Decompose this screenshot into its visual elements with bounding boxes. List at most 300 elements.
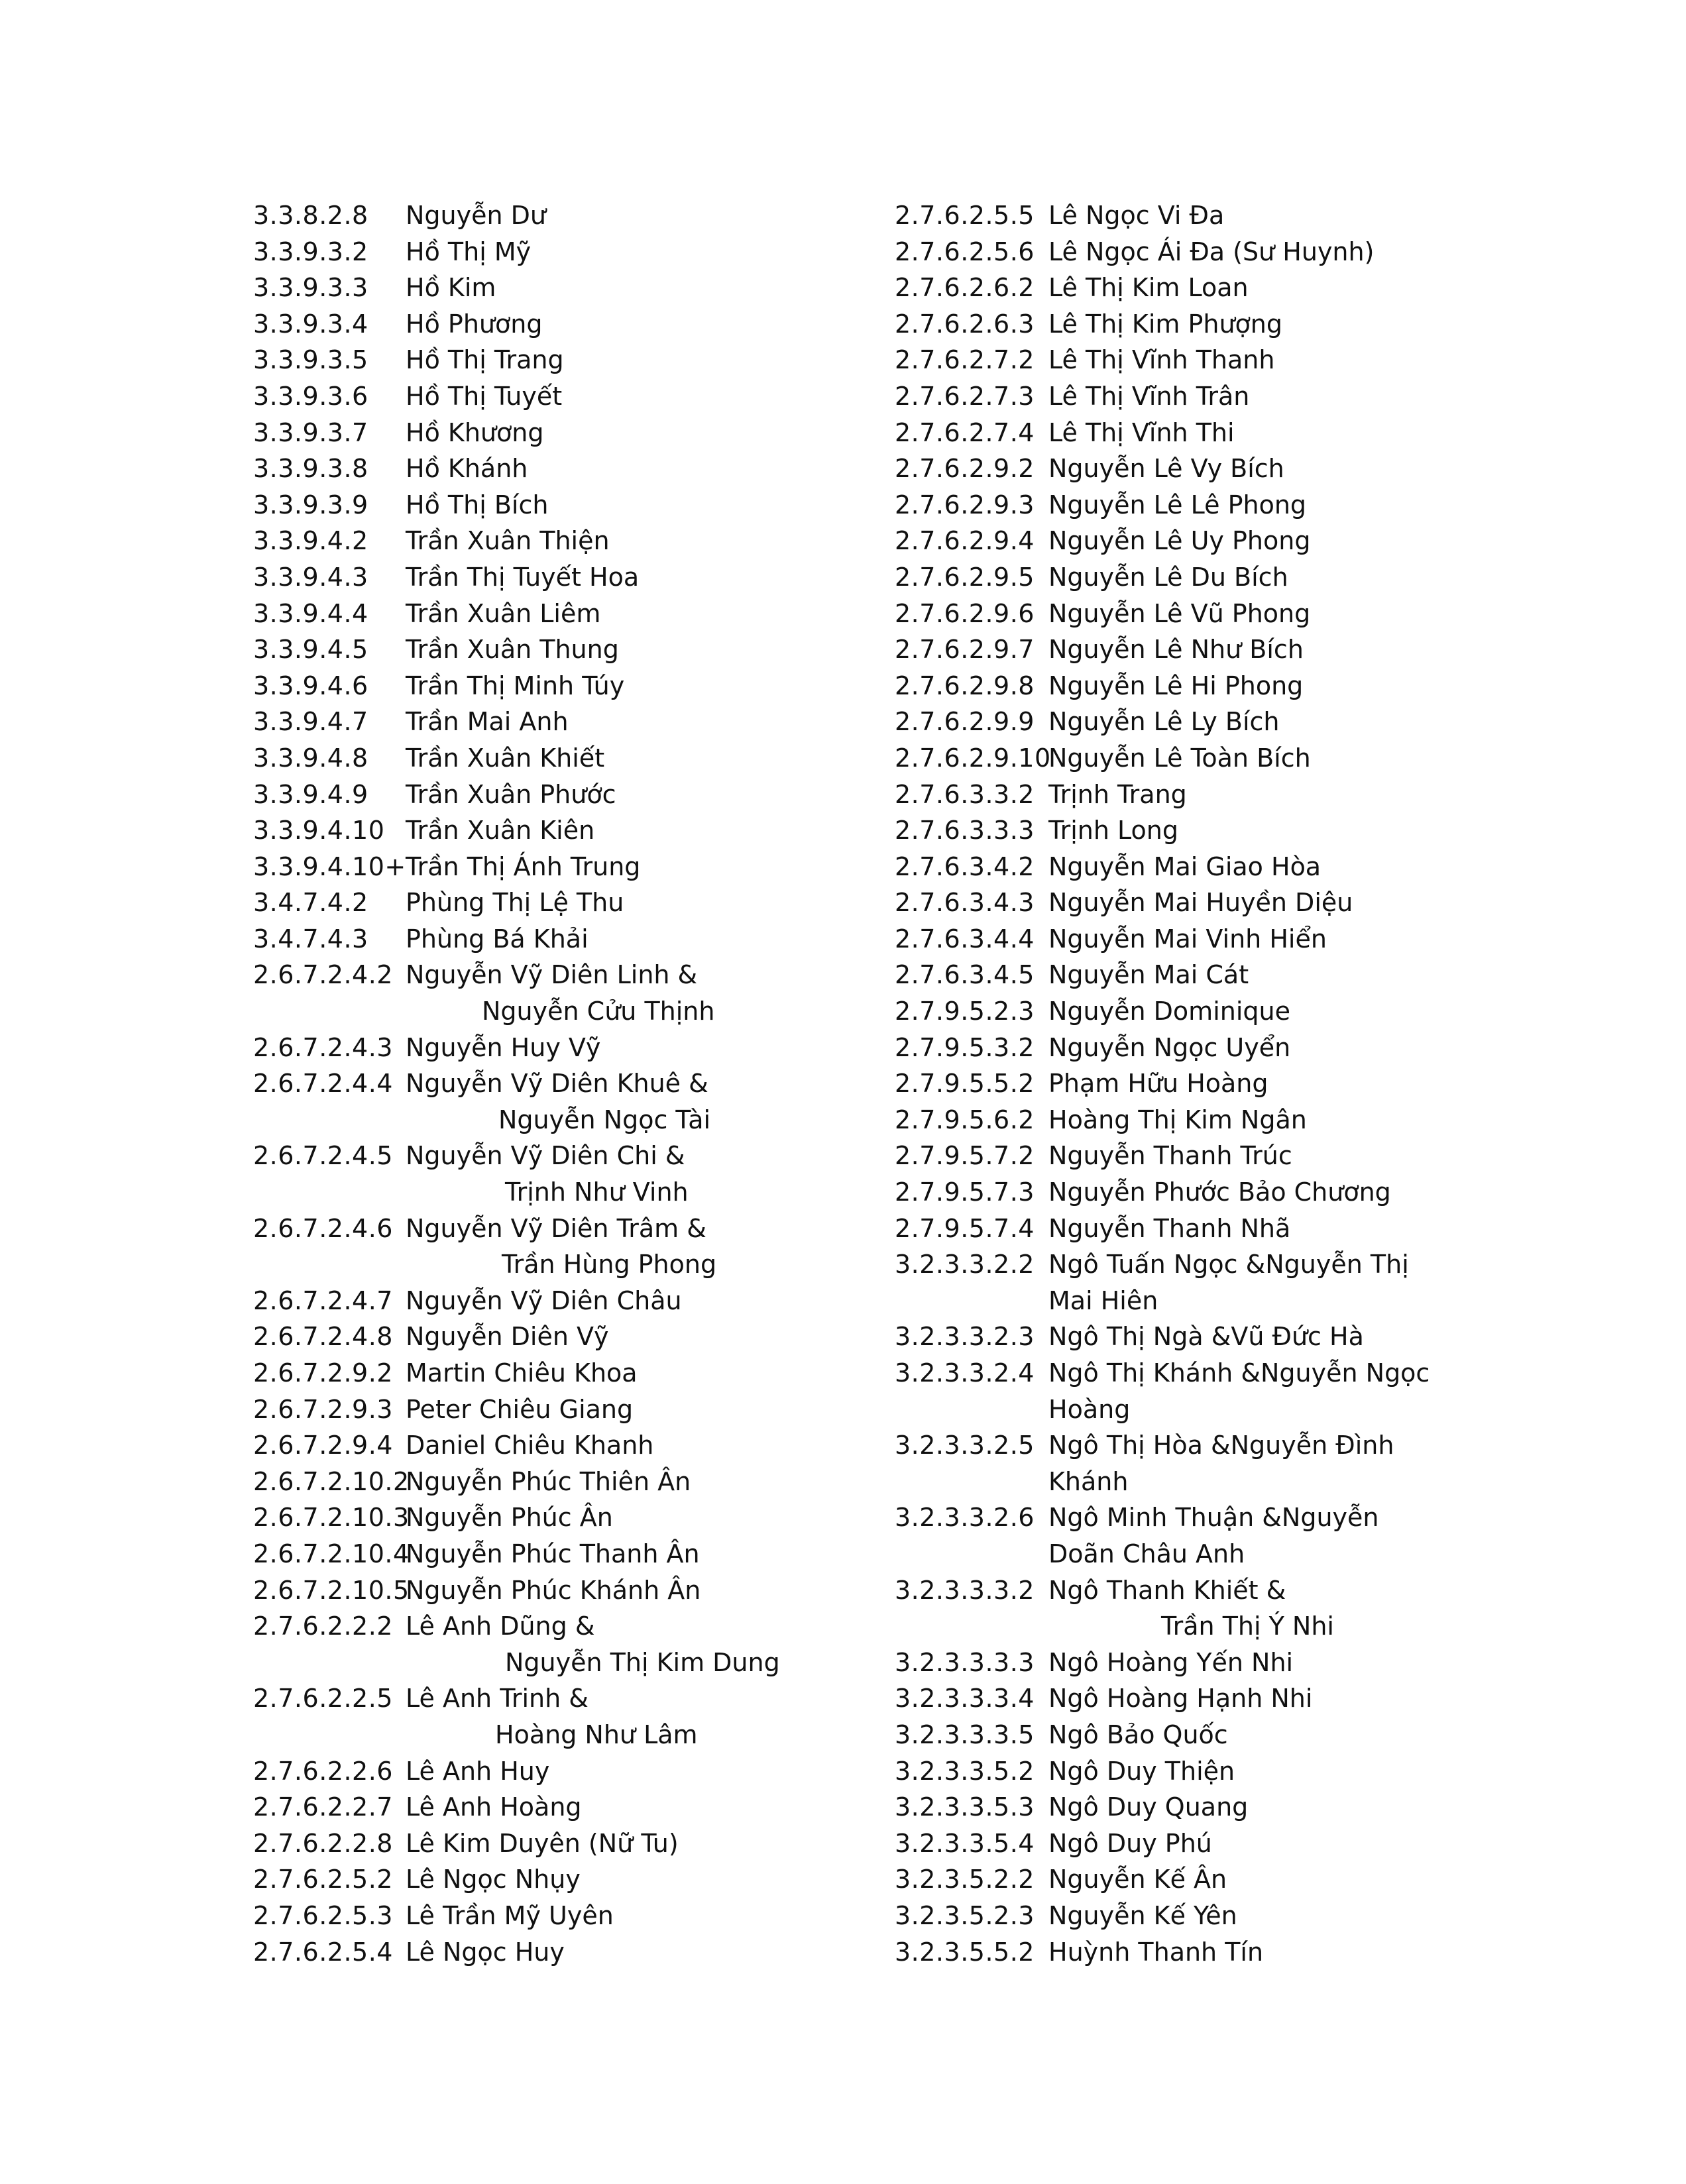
entry-names [1048,487,1511,523]
entry-names [1048,1861,1511,1898]
entry-code: 3.3.9.3.7 [253,417,368,447]
entry-name: Hồ Phương [406,309,543,339]
entry-code: 3.3.9.3.6 [253,381,368,411]
entry-name: Nguyễn Phúc Ân [406,1503,613,1533]
entry-names [1048,849,1511,885]
entry-name: Nguyễn Vỹ Diên Chi & [406,1141,685,1171]
entry-names [1048,957,1511,993]
entry-names [1048,1753,1511,1790]
entry-names [1048,1065,1511,1102]
entry-code: 3.3.9.4.10 [253,816,385,846]
entry-names [1048,342,1511,378]
entry-names [406,1355,889,1392]
entry-row [253,1789,889,1826]
entry-name: Trần Xuân Kiên [406,816,595,846]
entry-row [895,342,1511,378]
entry-row [253,415,889,451]
entry-code: 3.2.3.3.3.4 [895,1684,1035,1714]
entry-row [253,921,889,957]
entry-code: 2.7.6.2.2.7 [253,1792,393,1822]
entry-names [406,740,889,777]
entry-row [895,1174,1511,1211]
entry-code: 2.7.6.2.7.4 [895,417,1035,447]
entry-row [253,631,889,668]
entry-row [253,1283,889,1319]
entry-names [406,1138,889,1210]
entry-code: 3.3.9.4.7 [253,707,368,737]
entry-name: Nguyễn Vỹ Diên Trâm & [406,1213,706,1243]
entry-name: Nguyễn Phước Bảo Chương [1048,1177,1391,1207]
entry-name: Lê Ngọc Nhụy [406,1865,581,1894]
entry-name: Trần Xuân Thung [406,635,619,665]
entry-row [253,596,889,632]
entry-name: Nguyễn Thanh Nhã [1048,1213,1291,1243]
entry-code: 3.3.8.2.8 [253,201,368,230]
entry-name: Hồ Thị Tuyết [406,381,563,411]
entry-name: Trần Xuân Khiết [406,743,605,773]
entry-code: 3.4.7.4.2 [253,888,368,918]
entry-name: Peter Chiêu Giang [406,1394,634,1424]
entry-name: Nguyễn Vỹ Diên Linh & [406,960,698,990]
entry-names [1048,596,1511,632]
entry-names [406,812,889,849]
entry-names [1048,993,1511,1030]
entry-code: 2.7.6.2.5.5 [895,201,1035,230]
entry-names [1048,378,1511,415]
entry-name: Nguyễn Lê Vũ Phong [1048,598,1311,628]
entry-row [253,342,889,378]
entry-code: 2.7.6.2.9.8 [895,671,1035,700]
entry-name: Lê Anh Dũng & [406,1611,595,1641]
entry-row [253,1753,889,1790]
entry-code: 3.3.9.4.8 [253,743,368,773]
entry-names [1048,306,1511,343]
entry-row [253,1319,889,1355]
entry-name: Nguyễn Mai Cát [1048,960,1249,990]
entry-name: Hồ Thị Trang [406,345,564,375]
entry-name: Nguyễn Phúc Khánh Ân [406,1575,701,1605]
entry-name: Nguyễn Mai Giao Hòa [1048,851,1321,881]
entry-name: Lê Thị Vĩnh Thanh [1048,345,1275,375]
entry-code: 2.7.6.2.9.3 [895,490,1035,519]
entry-names [1048,523,1511,559]
entry-row [895,1717,1511,1753]
entry-row [895,1898,1511,1934]
entry-names [406,1319,889,1355]
entry-code: 3.3.9.4.9 [253,779,368,809]
entry-name: Phùng Thị Lệ Thu [406,888,624,918]
entry-row [895,451,1511,487]
entry-row [895,378,1511,415]
entry-code: 3.4.7.4.3 [253,924,368,954]
entry-row [895,812,1511,849]
entry-name: Lê Thị Kim Loan [1048,273,1249,303]
entry-names [1048,1717,1511,1753]
entry-names [406,378,889,415]
entry-names [406,451,889,487]
entry-code: 2.6.7.2.10.5 [253,1575,410,1605]
entry-code: 2.7.9.5.7.2 [895,1141,1035,1171]
entry-row [253,1680,889,1753]
entry-name: Nguyễn Lê Du Bích [1048,562,1288,592]
entry-row [253,668,889,704]
entry-code: 2.7.6.2.2.2 [253,1611,393,1641]
entry-row [895,1246,1511,1319]
entry-names [1048,1572,1511,1645]
entry-names [1048,740,1511,777]
entry-name: Nguyễn Diên Vỹ [406,1322,609,1352]
entry-code: 2.6.7.2.9.3 [253,1394,393,1424]
entry-name: Ngô Hoàng Yến Nhi [1048,1647,1294,1677]
entry-name-continuation: Trần Thị Ý Nhi [1161,1611,1334,1641]
entry-names [1048,1030,1511,1066]
entry-row [895,921,1511,957]
entry-row [895,740,1511,777]
entry-names [406,487,889,523]
entry-code: 2.7.6.3.3.3 [895,816,1035,846]
entry-code: 3.3.9.4.6 [253,671,368,700]
entry-name-continuation: Khánh [1048,1466,1129,1496]
entry-row [895,197,1511,234]
entry-code: 2.7.9.5.5.2 [895,1069,1035,1099]
entry-code: 2.7.6.2.9.9 [895,707,1035,737]
entry-name: Trần Xuân Liêm [406,598,601,628]
entry-row [253,451,889,487]
entry-code: 2.7.6.2.2.6 [253,1756,393,1786]
entry-names [406,197,889,234]
entry-row [895,1211,1511,1247]
entry-code: 3.3.9.3.9 [253,490,368,519]
entry-name: Ngô Thanh Khiết & [1048,1575,1286,1605]
entry-name: Trịnh Long [1048,816,1179,846]
entry-code: 2.6.7.2.9.2 [253,1358,393,1388]
entry-row [253,1427,889,1464]
entry-code: 2.6.7.2.4.5 [253,1141,393,1171]
entry-names [1048,1355,1511,1427]
entry-row [253,1826,889,1862]
entry-row [895,596,1511,632]
entry-name: Nguyễn Phúc Thanh Ân [406,1539,700,1568]
entry-code: 3.2.3.3.2.6 [895,1503,1035,1533]
entry-row [895,668,1511,704]
entry-row [253,1211,889,1283]
entry-name-continuation: Nguyễn Cửu Thịnh [482,997,715,1026]
entry-names [406,306,889,343]
entry-code: 2.6.7.2.4.3 [253,1032,393,1062]
entry-names [1048,777,1511,813]
entry-code: 2.7.6.2.2.5 [253,1684,393,1714]
entry-names [406,1065,889,1138]
entry-names [1048,1645,1511,1681]
entry-name: Lê Anh Huy [406,1756,550,1786]
entry-code: 3.3.9.3.5 [253,345,368,375]
entry-code: 2.7.6.2.5.2 [253,1865,393,1894]
entry-code: 2.7.6.3.4.5 [895,960,1035,990]
entry-row [895,487,1511,523]
entry-name: Phạm Hữu Hoàng [1048,1069,1268,1099]
entry-names [406,1030,889,1066]
entry-code: 2.7.6.2.9.6 [895,598,1035,628]
entry-names [406,234,889,270]
entry-name: Martin Chiêu Khoa [406,1358,638,1388]
entry-row [895,306,1511,343]
entry-name: Hồ Thị Bích [406,490,549,519]
entry-name: Nguyễn Lê Như Bích [1048,635,1304,665]
entry-code: 3.2.3.3.2.4 [895,1358,1035,1388]
entry-names [1048,1680,1511,1717]
entry-name-continuation: Doãn Châu Anh [1048,1539,1245,1568]
entry-code: 3.2.3.3.5.2 [895,1756,1035,1786]
entry-code: 2.7.6.3.4.3 [895,888,1035,918]
entry-name: Trần Thị Ánh Trung [406,851,641,881]
entry-code: 3.3.9.3.8 [253,454,368,484]
entry-names [406,1861,889,1898]
entry-row [895,1934,1511,1971]
entry-row [253,1355,889,1392]
entry-row [253,1608,889,1680]
entry-name: Hồ Kim [406,273,496,303]
entry-names [1048,1138,1511,1174]
entry-names [406,1427,889,1464]
entry-row [895,1319,1511,1355]
entry-code: 2.7.6.2.2.8 [253,1828,393,1858]
entry-row [253,1464,889,1500]
entry-name-continuation: Nguyễn Thị Kim Dung [505,1647,780,1677]
entry-row [895,415,1511,451]
entry-code: 2.7.6.2.9.5 [895,562,1035,592]
entry-name: Phùng Bá Khải [406,924,589,954]
entry-code: 2.7.6.3.4.4 [895,924,1035,954]
entry-name-continuation: Nguyễn Ngọc Tài [498,1105,711,1134]
entry-code: 3.2.3.3.2.2 [895,1250,1035,1280]
entry-names [1048,197,1511,234]
entry-names [406,1826,889,1862]
entry-row [253,777,889,813]
entry-name: Ngô Thị Khánh &Nguyễn Ngọc [1048,1358,1430,1388]
entry-names [1048,1319,1511,1355]
entry-name: Nguyễn Phúc Thiên Ân [406,1466,691,1496]
entry-names [1048,1102,1511,1138]
entry-names [406,1789,889,1826]
entry-row [895,1826,1511,1862]
entry-names [406,921,889,957]
entry-row [895,270,1511,306]
entry-row [253,849,889,885]
entry-code: 2.7.6.2.5.6 [895,237,1035,266]
entry-name: Trần Xuân Phước [406,779,616,809]
entry-name: Nguyễn Mai Vinh Hiển [1048,924,1327,954]
entry-name: Nguyễn Lê Ly Bích [1048,707,1280,737]
entry-code: 3.2.3.3.5.3 [895,1792,1035,1822]
entry-name: Nguyễn Lê Hi Phong [1048,671,1304,700]
entry-names [1048,1500,1511,1572]
entry-names [1048,1826,1511,1862]
entry-code: 2.7.6.2.6.3 [895,309,1035,339]
entry-names [1048,559,1511,596]
entry-names [1048,1246,1511,1319]
entry-name: Nguyễn Lê Uy Phong [1048,526,1311,556]
entry-names [406,1753,889,1790]
entry-names [406,668,889,704]
entry-row [253,523,889,559]
entry-row [895,1102,1511,1138]
entry-name: Lê Ngọc Ái Đa (Sư Huynh) [1048,237,1375,266]
entry-row [253,957,889,1029]
entry-names [1048,415,1511,451]
entry-names [1048,921,1511,957]
entry-row [895,1065,1511,1102]
entry-code: 2.7.6.2.5.3 [253,1900,393,1930]
entry-names [406,885,889,921]
entry-row [253,378,889,415]
entry-names [406,631,889,668]
entry-code: 2.6.7.2.9.4 [253,1431,393,1460]
entry-name: Ngô Duy Quang [1048,1792,1249,1822]
entry-row [895,523,1511,559]
entry-row [253,885,889,921]
entry-row [895,1680,1511,1717]
entry-names [406,559,889,596]
entry-names [406,1898,889,1934]
left-column [253,197,889,1970]
entry-names [1048,1898,1511,1934]
entry-names [406,342,889,378]
entry-name: Daniel Chiêu Khanh [406,1431,654,1460]
entry-code: 2.6.7.2.4.8 [253,1322,393,1352]
entry-code: 2.7.9.5.7.4 [895,1213,1035,1243]
entry-row [253,1065,889,1138]
entry-row [253,306,889,343]
entry-name: Trần Thị Tuyết Hoa [406,562,640,592]
right-column [895,197,1511,1970]
entry-names [406,1500,889,1536]
entry-code: 3.2.3.3.5.4 [895,1828,1035,1858]
entry-name: Trần Thị Minh Túy [406,671,625,700]
entry-name: Nguyễn Dư [406,201,547,230]
entry-names [1048,885,1511,921]
entry-row [253,812,889,849]
entry-row [253,1030,889,1066]
entry-row [895,1861,1511,1898]
entry-code: 3.3.9.3.2 [253,237,368,266]
entry-names [1048,1934,1511,1971]
entry-row [253,270,889,306]
entry-code: 2.7.6.2.9.10 [895,743,1051,773]
entry-row [895,1789,1511,1826]
entry-code: 3.3.9.4.10+ [253,851,406,881]
entry-name: Nguyễn Huy Vỹ [406,1032,601,1062]
entry-names [1048,234,1511,270]
entry-row [253,1861,889,1898]
entry-code: 2.6.7.2.4.7 [253,1285,393,1315]
entry-names [1048,1789,1511,1826]
entry-row [895,559,1511,596]
entry-row [253,234,889,270]
entry-code: 3.3.9.3.4 [253,309,368,339]
entry-name: Huỳnh Thanh Tín [1048,1937,1264,1967]
entry-code: 3.2.3.5.2.3 [895,1900,1035,1930]
entry-names [406,849,889,885]
entry-name: Nguyễn Kế Yên [1048,1900,1237,1930]
entry-names [406,957,889,1029]
entry-names [406,596,889,632]
entry-name: Hồ Khánh [406,454,528,484]
entry-names [406,1608,889,1680]
entry-row [895,1138,1511,1174]
entry-code: 3.2.3.3.3.2 [895,1575,1035,1605]
entry-name: Nguyễn Lê Lê Phong [1048,490,1307,519]
entry-names [406,415,889,451]
entry-name: Lê Trần Mỹ Uyên [406,1900,614,1930]
entry-code: 3.2.3.5.5.2 [895,1937,1035,1967]
entry-code: 3.2.3.3.3.5 [895,1720,1035,1749]
entry-name-continuation: Trịnh Như Vinh [505,1177,689,1207]
entry-name: Ngô Bảo Quốc [1048,1720,1228,1749]
entry-code: 2.7.6.3.4.2 [895,851,1035,881]
entry-code: 2.7.6.2.5.4 [253,1937,393,1967]
entry-row [895,957,1511,993]
entry-name: Lê Anh Trinh & [406,1684,589,1714]
entry-row [253,740,889,777]
entry-name-continuation: Trần Hùng Phong [502,1250,717,1280]
entry-row [895,1500,1511,1572]
entry-code: 3.3.9.4.5 [253,635,368,665]
entry-row [895,234,1511,270]
entry-name: Ngô Tuấn Ngọc &Nguyễn Thị [1048,1250,1409,1280]
entry-names [1048,1211,1511,1247]
entry-names [406,270,889,306]
entry-names [406,1572,889,1609]
entry-code: 3.2.3.3.2.5 [895,1431,1035,1460]
entry-code: 3.3.9.4.3 [253,562,368,592]
entry-code: 2.7.6.3.3.2 [895,779,1035,809]
entry-name: Trần Mai Anh [406,707,569,737]
entry-row [895,704,1511,740]
entry-name-continuation: Hoàng [1048,1394,1131,1424]
entry-name: Lê Ngọc Vi Đa [1048,201,1225,230]
entry-row [253,1500,889,1536]
entry-name: Lê Anh Hoàng [406,1792,582,1822]
entry-row [253,197,889,234]
entry-row [253,1934,889,1971]
entry-code: 2.7.9.5.6.2 [895,1105,1035,1134]
entry-names [1048,812,1511,849]
entry-code: 2.7.6.2.6.2 [895,273,1035,303]
entry-row [253,1392,889,1428]
entry-row [895,849,1511,885]
entry-name: Lê Ngọc Huy [406,1937,565,1967]
entry-name: Ngô Duy Phú [1048,1828,1212,1858]
entry-name: Ngô Thị Ngà &Vũ Đức Hà [1048,1322,1364,1352]
entry-row [895,1355,1511,1427]
entry-names [406,1536,889,1572]
entry-names [406,777,889,813]
entry-code: 2.7.6.2.7.3 [895,381,1035,411]
entry-row [253,487,889,523]
entry-names [406,704,889,740]
entry-name: Lê Thị Vĩnh Trân [1048,381,1250,411]
entry-code: 2.6.7.2.10.3 [253,1503,410,1533]
entry-name-continuation: Hoàng Như Lâm [495,1720,698,1749]
entry-code: 2.7.6.2.9.4 [895,526,1035,556]
entry-code: 2.7.9.5.2.3 [895,997,1035,1026]
entry-name: Lê Thị Kim Phượng [1048,309,1283,339]
entry-name-continuation: Mai Hiên [1048,1285,1158,1315]
entry-names [406,1392,889,1428]
entry-name: Trần Xuân Thiện [406,526,610,556]
entry-names [1048,631,1511,668]
entry-names [406,523,889,559]
